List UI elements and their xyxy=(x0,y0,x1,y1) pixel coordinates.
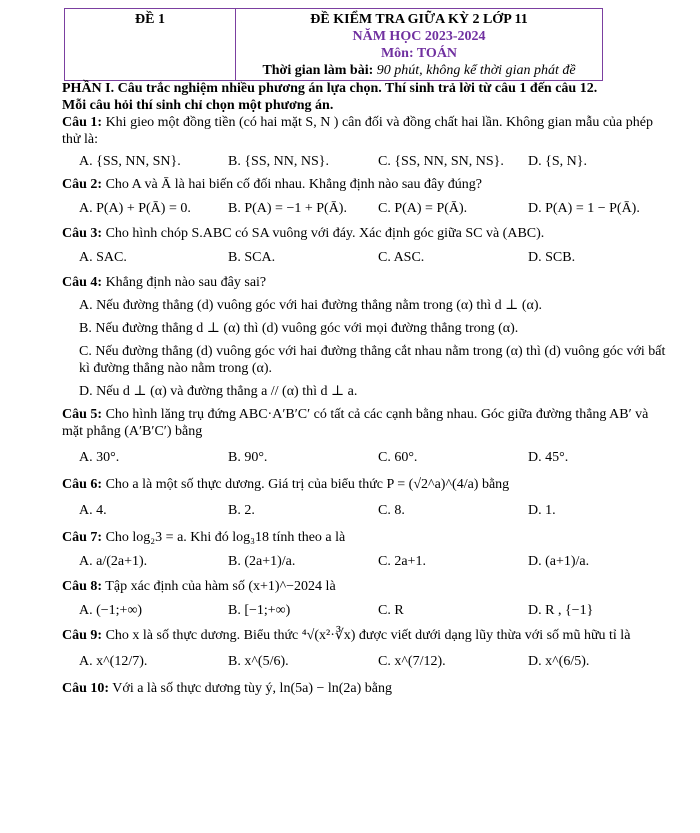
question-text: Cho hình chóp S.ABC có SA vuông với đáy. Xác định góc giữa SC và (ABC). xyxy=(102,226,545,241)
statement-b[interactable]: B. Nếu đường thẳng d ⊥ (α) thì (d) vuông góc với mọi đường thẳng trong (α). xyxy=(79,321,519,336)
answer-option-a[interactable]: A. 30°. xyxy=(79,450,120,465)
question-text: Khi gieo một đồng tiền (có hai mặt S, N ) cân đối và đồng chất hai lần. Không gian mẫu của phép thử là: xyxy=(62,115,653,147)
question-label: Câu 3: xyxy=(62,226,103,241)
school-year: NĂM HỌC 2023-2024 xyxy=(352,29,486,44)
answer-option-a[interactable]: A. x^(12/7). xyxy=(79,654,148,669)
question-label: Câu 2: xyxy=(62,177,103,192)
question-label: Câu 10: xyxy=(62,681,110,696)
question-label: Câu 7: xyxy=(62,530,103,545)
answer-option-c[interactable]: C. 2a+1. xyxy=(378,554,426,569)
question-text: Cho A và Ā là hai biến cố đối nhau. Khẳng định nào sau đây đúng? xyxy=(102,177,482,192)
answer-option-d[interactable]: D. P(A) = 1 − P(Ā). xyxy=(528,201,640,216)
answer-option-d[interactable]: D. 1. xyxy=(528,503,556,518)
question-label: Câu 9: xyxy=(62,628,103,643)
answer-options xyxy=(62,652,672,672)
answer-option-c[interactable]: C. ASC. xyxy=(378,250,425,265)
answer-option-c[interactable]: C. P(A) = P(Ā). xyxy=(378,201,468,216)
answer-options xyxy=(62,601,672,621)
exam-title-block xyxy=(236,9,602,80)
part-instruction: Mỗi câu hỏi thí sinh chỉ chọn một phương án. xyxy=(62,98,334,113)
question-stem xyxy=(62,680,672,697)
question-1 xyxy=(62,114,672,172)
question-stem xyxy=(62,225,672,242)
answer-option-c[interactable]: C. {SS, NN, SN, NS}. xyxy=(378,154,504,169)
answer-option-b[interactable]: B. 90°. xyxy=(228,450,268,465)
answer-option-c[interactable]: C. 8. xyxy=(378,503,405,518)
answer-options xyxy=(62,199,672,219)
question-text: Cho hình lăng trụ đứng ABC·A′B′C′ có tất cả các cạnh bằng nhau. Góc giữa đường thẳng AB′ và mặt phẳng (A′B′C′) bằng xyxy=(62,407,649,439)
exam-code: ĐỀ 1 xyxy=(65,9,236,80)
answer-option-a[interactable]: A. (−1;+∞) xyxy=(79,603,143,618)
statement-a[interactable]: A. Nếu đường thẳng (d) vuông góc với hai đường thẳng nằm trong (α) thì d ⊥ (α). xyxy=(79,298,542,313)
question-label: Câu 4: xyxy=(62,275,103,290)
answer-option-d[interactable]: D. {S, N}. xyxy=(528,154,587,169)
statement-c[interactable]: C. Nếu đường thẳng (d) vuông góc với hai đường thẳng cắt nhau nằm trong (α) thì (d) vuông góc với bất kì đường thẳng nào nằm trong (α). xyxy=(79,344,666,376)
answer-option-b[interactable]: B. x^(5/6). xyxy=(228,654,289,669)
question-text: Cho a là một số thực dương. Giá trị của biểu thức P = (√2^a)^(4/a) bằng xyxy=(102,477,510,492)
exam-title: ĐỀ KIỂM TRA GIỮA KỲ 2 LỚP 11 xyxy=(310,12,528,27)
question-5 xyxy=(62,406,672,468)
question-stem xyxy=(62,578,672,595)
answer-options xyxy=(62,448,672,468)
question-stem xyxy=(62,406,672,440)
question-label: Câu 6: xyxy=(62,477,103,492)
question-text: Khẳng định nào sau đây sai? xyxy=(102,275,267,290)
answer-option-a[interactable]: A. 4. xyxy=(79,503,107,518)
question-6 xyxy=(62,476,672,521)
answer-option-c[interactable]: C. R xyxy=(378,603,404,618)
question-text: Cho x là số thực dương. Biểu thức ⁴√(x²·∛x) được viết dưới dạng lũy thừa với số mũ hữu tỉ là xyxy=(102,628,631,643)
answer-option-b[interactable]: B. P(A) = −1 + P(Ā). xyxy=(228,201,347,216)
answer-option-a[interactable]: A. {SS, NN, SN}. xyxy=(79,154,181,169)
answer-option-b[interactable]: B. (2a+1)/a. xyxy=(228,554,296,569)
answer-option-d[interactable]: D. (a+1)/a. xyxy=(528,554,590,569)
answer-options xyxy=(62,152,672,172)
question-7 xyxy=(62,529,672,572)
question-9 xyxy=(62,627,672,672)
question-10 xyxy=(62,680,672,697)
answer-option-d[interactable]: D. R , {−1} xyxy=(528,603,594,618)
question-stem xyxy=(62,476,672,493)
answer-option-c[interactable]: C. x^(7/12). xyxy=(378,654,446,669)
question-stem xyxy=(62,176,672,193)
exam-time: Thời gian làm bài: 90 phút, không kể thời gian phát đề xyxy=(262,63,576,78)
question-stem xyxy=(62,114,672,148)
answer-option-b[interactable]: B. [−1;+∞) xyxy=(228,603,291,618)
subject: Môn: TOÁN xyxy=(380,46,458,61)
question-2 xyxy=(62,176,672,219)
answer-option-a[interactable]: A. SAC. xyxy=(79,250,127,265)
answer-option-d[interactable]: D. 45°. xyxy=(528,450,569,465)
answer-option-a[interactable]: A. P(A) + P(Ā) = 0. xyxy=(79,201,191,216)
question-text: Với a là số thực dương tùy ý, ln(5a) − ln(2a) bằng xyxy=(109,681,393,696)
exam-content xyxy=(62,80,672,699)
question-label: Câu 1: xyxy=(62,115,103,130)
answer-option-a[interactable]: A. a/(2a+1). xyxy=(79,554,148,569)
part-heading: PHẦN I. Câu trắc nghiệm nhiều phương án lựa chọn. Thí sinh trả lời từ câu 1 đến câu 12. xyxy=(62,81,598,96)
question-stem xyxy=(62,274,672,291)
question-stem xyxy=(62,627,672,644)
statement-d[interactable]: D. Nếu d ⊥ (α) và đường thẳng a // (α) thì d ⊥ a. xyxy=(79,384,358,399)
answer-option-b[interactable]: B. SCA. xyxy=(228,250,276,265)
answer-option-d[interactable]: D. SCB. xyxy=(528,250,576,265)
answer-option-d[interactable]: D. x^(6/5). xyxy=(528,654,590,669)
answer-option-b[interactable]: B. 2. xyxy=(228,503,255,518)
answer-options xyxy=(62,501,672,521)
question-8 xyxy=(62,578,672,621)
exam-header xyxy=(64,8,603,81)
question-label: Câu 8: xyxy=(62,579,103,594)
question-label: Câu 5: xyxy=(62,407,103,422)
question-text: Tập xác định của hàm số (x+1)^−2024 là xyxy=(102,579,336,594)
question-text: Cho log₂3 = a. Khi đó log₃18 tính theo a là xyxy=(102,530,346,545)
answer-options xyxy=(62,552,672,572)
answer-option-c[interactable]: C. 60°. xyxy=(378,450,418,465)
answer-options xyxy=(62,248,672,268)
question-stem xyxy=(62,529,672,546)
question-3 xyxy=(62,225,672,268)
answer-option-b[interactable]: B. {SS, NN, NS}. xyxy=(228,154,329,169)
question-4 xyxy=(62,274,672,400)
